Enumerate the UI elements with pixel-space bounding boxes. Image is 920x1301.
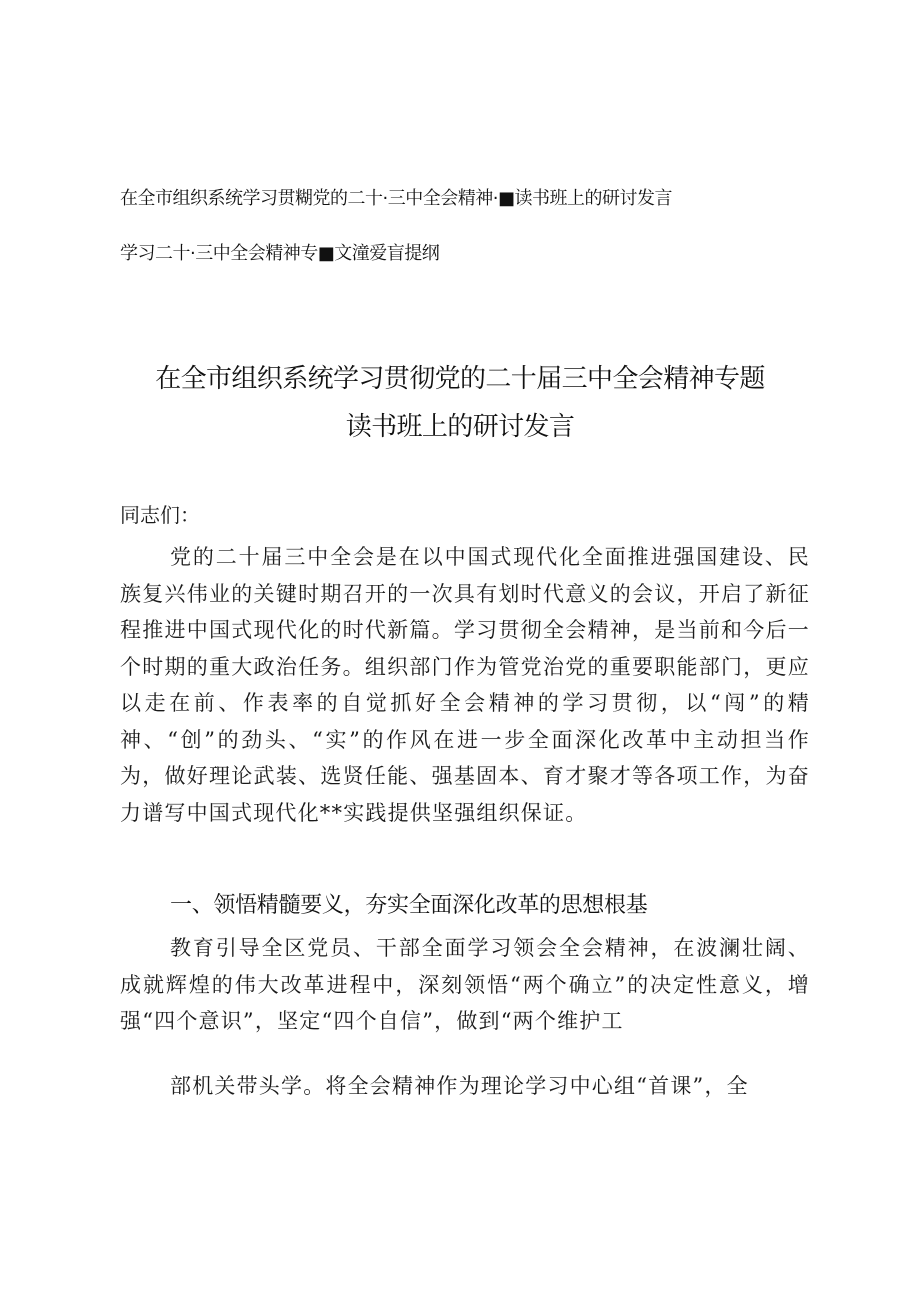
section-heading-1: 一、领悟精髓要义，夯实全面深化改革的思想根基 (170, 893, 648, 918)
header-line-2: 学习二十·三中全会精神专■文潼爱盲提纲 (120, 243, 440, 264)
paragraph-1: 党的二十届三中全会是在以中国式现代化全面推进强国建设、民族复兴伟业的关键时期召开的一次具有划时代意义的会议，开启了新征程推进中国式现代化的时代新篇。学习贯彻全会精神，是当前和今后一个时期的重大政治任务。组织部门作为管党治党的重要职能部门，更应以走在前、作表率的自觉抓好全会精神的学习贯彻，以“闯”的精神、“创”的劲头、“实”的作风在进一步全面深化改革中主动担当作为，做好理论武装、选贤任能、强基固本、育才聚才等各项工作，为奋力谱写中国式现代化**实践提供坚强组织保证。 (120, 545, 810, 825)
salutation: 同志们： (120, 503, 200, 527)
paragraph-2: 教育引导全区党员、干部全面学习领会全会精神，在波澜壮阔、成就辉煌的伟大改革进程中，深刻领悟“两个确立”的决定性意义，增强“四个意识”，坚定“四个自信”，做到“两个维护工 (120, 936, 810, 1033)
header-line-1: 在全市组织系统学习贯糊党的二十·三中全会精神·■读书班上的研讨发言 (120, 188, 672, 209)
document-title-line-2: 读书班上的研讨发言 (345, 412, 575, 442)
document-title-line-1: 在全市组织系统学习贯彻党的二十届三中全会精神专题 (155, 364, 765, 394)
paragraph-3: 部机关带头学。将全会精神作为理论学习中心组“首课”，全 (170, 1074, 749, 1098)
